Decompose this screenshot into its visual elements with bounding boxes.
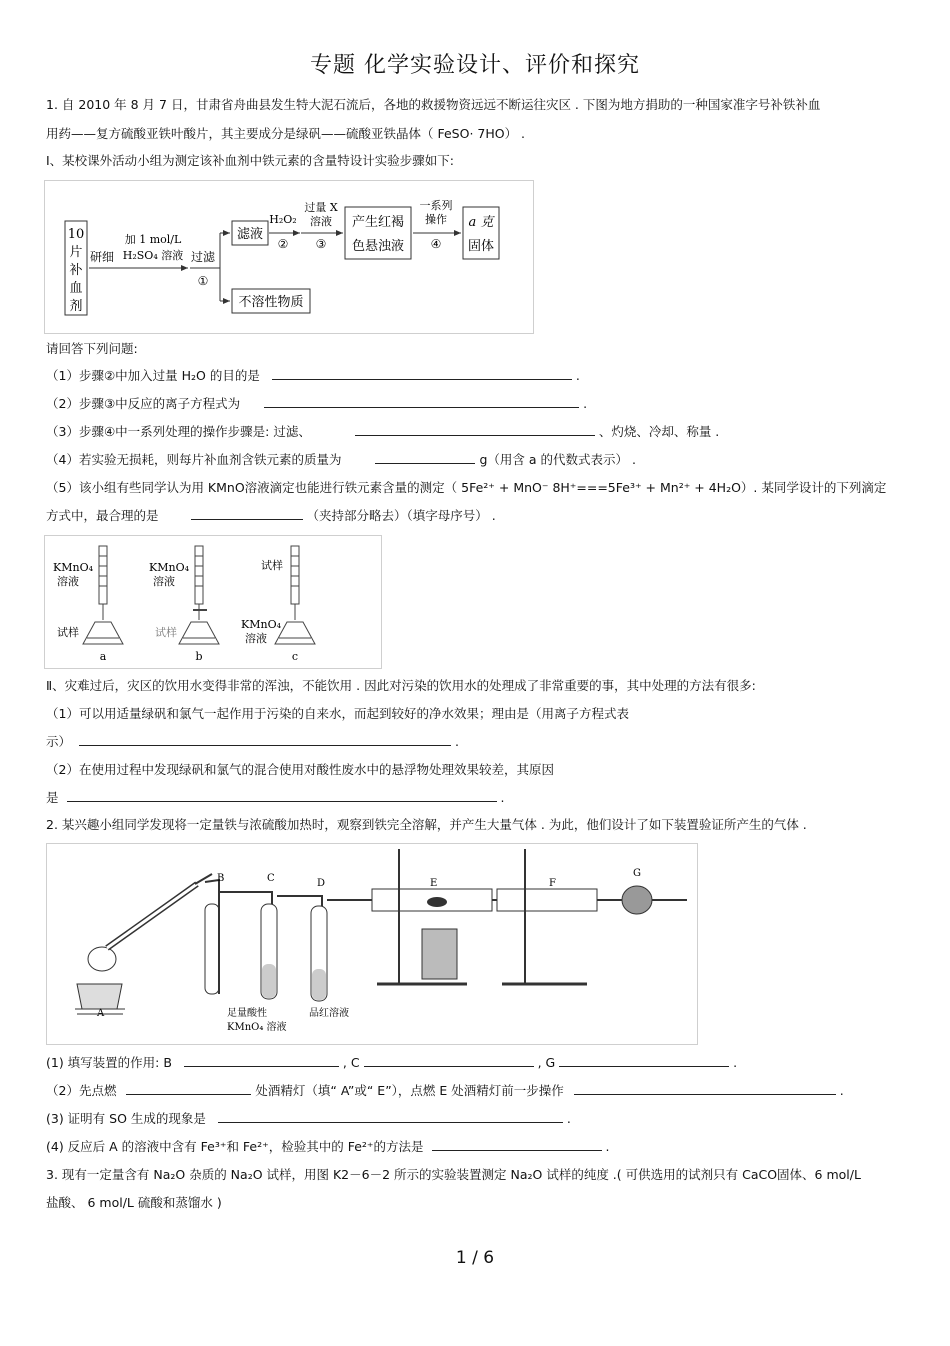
result-label-1: a 克 [468, 215, 494, 230]
label-d: D [317, 878, 326, 889]
excess-label-1: 过量 X [304, 201, 338, 214]
q1-sub3-blank[interactable] [355, 423, 595, 436]
q2-s3-blank[interactable] [218, 1110, 563, 1123]
q3-line1: 3. 现有一定量含有 Na₂O 杂质的 Na₂O 试样，用图 K2－6－2 所示的实验装置测定 Na₂O 试样的纯度 .( 可供选用的试剂只有 CaCO固体、6 mol/L [46, 1167, 861, 1182]
suspension-label-1: 产生红褐 [351, 215, 405, 230]
label-c: C [267, 873, 275, 884]
apparatus-g [622, 886, 652, 914]
c-bottom-label-1: KMnO₄ [241, 618, 281, 631]
start-char-2: 片 [69, 245, 83, 260]
q1-sub4 [46, 451, 636, 469]
q2-intro: 2. 某兴趣小组同学发现将一定量铁与浓硫酸加热时，观察到铁完全溶解，并产生大量气体 . 为此，他们设计了如下装置验证所产生的气体 . [46, 817, 807, 832]
titration-svg [45, 536, 381, 668]
step4-label: ④ [430, 237, 442, 251]
page-number: 1 / 6 [455, 1248, 495, 1268]
filtrate-label: 滤液 [236, 227, 264, 242]
q1-sub5-line1: （5）该小组有些同学认为用 KMnO溶液滴定也能进行铁元素含量的测定（ 5Fe²⁺ + MnO⁻ 8H⁺===5Fe³⁺ + Mn²⁺ + 4H₂O）. 某同学设计的下列滴定 [46, 480, 887, 495]
start-char-5: 剂 [69, 299, 83, 314]
label-b: B [217, 873, 225, 884]
c-caption: c [291, 650, 299, 663]
q1-p2-1-text-b: 示） [46, 734, 72, 749]
apparatus-b [205, 904, 219, 994]
step3-label: ③ [315, 237, 327, 251]
c-reagent-label-1: 足量酸性 [227, 1008, 267, 1019]
q1-intro-line1: 1. 自 2010 年 8 月 7 日，甘肃省舟曲县发生特大泥石流后，各地的救援物资远远不断运往灾区 . 下图为地方捐助的一种国家准字号补铁补血 [46, 97, 821, 112]
q1-intro-line2: 用药——复方硫酸亚铁叶酸片，其主要成分是绿矾——硫酸亚铁晶体（ FeSO· 7HO） . [46, 126, 526, 141]
label-f: F [549, 878, 556, 889]
a-bottom-label: 试样 [57, 626, 79, 639]
label-a: A [97, 1008, 105, 1019]
q1-sub2-blank[interactable] [264, 395, 579, 408]
series-label-1: 一系列 [419, 199, 453, 212]
q1-sub5-text-b: 方式中，最合理的是 [46, 508, 159, 523]
label-e: E [430, 878, 438, 889]
q1-p2-2-line2: 是 . [46, 790, 505, 805]
a-top-label-1: KMnO₄ [53, 561, 93, 574]
q2-s2-blank-2[interactable] [574, 1082, 836, 1095]
q1-sub5-blank[interactable] [191, 507, 303, 520]
start-char-4: 血 [69, 281, 83, 296]
suspension-label-2: 色悬浊液 [351, 239, 405, 254]
result-label-2: 固体 [467, 239, 495, 254]
q2-s3-text: (3) 证明有 SO 生成的现象是 [46, 1111, 206, 1126]
q1-sub1-blank[interactable] [272, 367, 572, 380]
q1-p2-2-text-b: 是 [46, 790, 59, 805]
q1-sub3-text-a: （3）步骤④中一系列处理的操作步骤是: 过滤、 [46, 424, 311, 439]
q1-p2-1-blank[interactable] [79, 733, 451, 746]
q1-sub1-text: （1）步骤②中加入过量 H₂O 的目的是 [46, 368, 260, 383]
grind-label: 研细 [89, 250, 115, 264]
apparatus-figure [46, 843, 698, 1045]
b-top-label-2: 溶液 [153, 575, 175, 588]
q1-ask: 请回答下列问题: [46, 341, 138, 356]
q2-s1-text-b: , C [342, 1055, 360, 1070]
label-g: G [633, 868, 641, 879]
acid-label-1: 加 1 mol/L [124, 233, 182, 246]
q2-s1-blank-b[interactable] [184, 1054, 339, 1067]
q2-s1-blank-c[interactable] [364, 1054, 534, 1067]
acid-label-2: H₂SO₄ 溶液 [122, 249, 184, 262]
a-caption: a [99, 650, 107, 663]
q1-sub4-text-a: （4）若实验无损耗，则每片补血剂含铁元素的质量为 [46, 452, 342, 467]
q1-part2-heading: Ⅱ、灾难过后，灾区的饮用水变得非常的浑浊，不能饮用 . 因此对污染的饮用水的处理成了非常重要的事，其中处理的方法有很多: [46, 678, 756, 693]
start-char-1: 10 [67, 227, 85, 242]
apparatus-f [497, 889, 597, 911]
filter-label: 过滤 [190, 250, 216, 264]
c-top-label: 试样 [261, 559, 283, 572]
q2-s1-text-a: (1) 填写装置的作用: B [46, 1055, 172, 1070]
q1-sub3-text-b: 、灼烧、冷却、称量 . [598, 424, 720, 439]
apparatus-a [75, 874, 212, 1014]
titration-figure [44, 535, 382, 669]
q2-s1-text-c: , G [537, 1055, 556, 1070]
insoluble-label: 不溶性物质 [238, 295, 304, 310]
q1-p2-1-line1: （1）可以用适量绿矾和氯气一起作用于污染的自来水，而起到较好的净水效果；理由是（用离子方程式表 [46, 706, 629, 721]
q1-p2-1-line2: 示） . [46, 734, 459, 749]
q2-s4-text: (4) 反应后 A 的溶液中含有 Fe³⁺和 Fe²⁺，检验其中的 Fe²⁺的方法是 [46, 1139, 424, 1154]
q2-s4-blank[interactable] [432, 1138, 602, 1151]
q3-line2: 盐酸、 6 mol/L 硫酸和蒸馏水 ) [46, 1195, 222, 1210]
step1-label: ① [197, 274, 209, 288]
q2-s4: (4) 反应后 A 的溶液中含有 Fe³⁺和 Fe²⁺，检验其中的 Fe²⁺的方法是 . [46, 1139, 610, 1154]
step2-label: ② [277, 237, 289, 251]
apparatus-svg [47, 844, 697, 1044]
q1-sub2-text: （2）步骤③中反应的离子方程式为 [46, 396, 241, 411]
q1-p2-2-line1: （2）在使用过程中发现绿矾和氯气的混合使用对酸性废水中的悬浮物处理效果较差，其原因 [46, 762, 554, 777]
d-reagent-label: 品红溶液 [309, 1008, 349, 1019]
q2-s2-blank-1[interactable] [126, 1082, 251, 1095]
start-char-3: 补 [69, 263, 83, 278]
flowchart-svg [45, 181, 533, 333]
flowchart-figure [44, 180, 534, 334]
q1-part1-heading: Ⅰ、某校课外活动小组为测定该补血剂中铁元素的含量特设计实验步骤如下: [46, 153, 454, 168]
a-top-label-2: 溶液 [57, 575, 79, 588]
b-caption: b [195, 650, 203, 663]
burner-e [422, 929, 457, 979]
q2-s2: （2）先点燃 处酒精灯（填“ A”或“ E”），点燃 E 处酒精灯前一步操作 . [46, 1083, 844, 1098]
q1-sub1: （1）步骤②中加入过量 H₂O 的目的是 . [46, 368, 580, 383]
h2o2-label: H₂O₂ [269, 213, 297, 226]
q2-s3: (3) 证明有 SO 生成的现象是 . [46, 1111, 571, 1126]
q2-s2-text-a: （2）先点燃 [46, 1083, 117, 1098]
c-bottom-label-2: 溶液 [245, 632, 267, 645]
q2-s2-text-b: 处酒精灯（填“ A”或“ E”），点燃 E 处酒精灯前一步操作 [255, 1083, 564, 1098]
q2-s1: (1) 填写装置的作用: B , C , G . [46, 1055, 738, 1070]
c-reagent-label-2: KMnO₄ 溶液 [227, 1022, 287, 1033]
q1-sub2: （2）步骤③中反应的离子方程式为 . [46, 396, 588, 411]
excess-label-2: 溶液 [310, 215, 332, 228]
series-label-2: 操作 [425, 213, 447, 226]
q1-sub4-text-b: g（用含 a 的代数式表示） . [479, 452, 636, 467]
page-title: 专题 化学实验设计、评价和探究 [310, 53, 640, 78]
q1-p2-2-blank[interactable] [67, 789, 497, 802]
q2-s1-blank-g[interactable] [559, 1054, 729, 1067]
q1-sub4-blank[interactable] [375, 451, 475, 464]
q1-sub3 [46, 423, 719, 441]
b-bottom-label: 试样 [155, 626, 177, 639]
b-top-label-1: KMnO₄ [149, 561, 189, 574]
q1-sub5-line2 [46, 507, 496, 525]
q1-sub5-text-c: （夹持部分略去）（填字母序号） . [306, 508, 496, 523]
